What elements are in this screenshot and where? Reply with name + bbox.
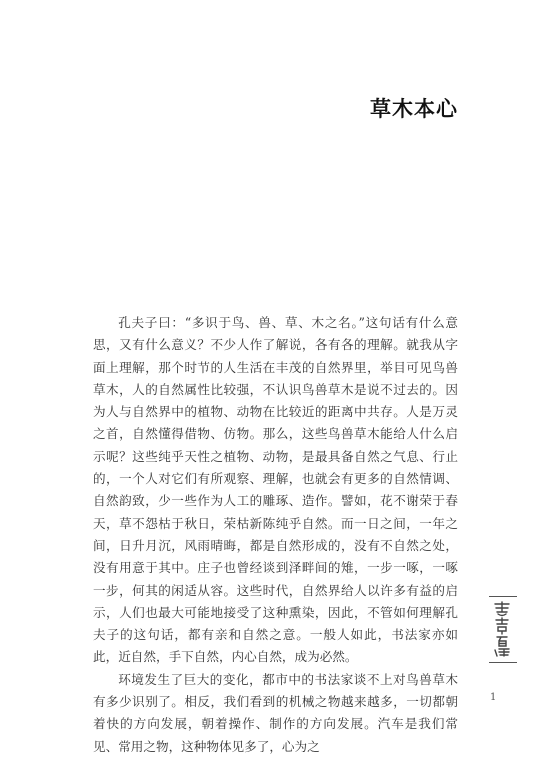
paragraph: 环境发生了巨大的变化，都市中的书法家谈不上对鸟兽草木有多少识别了。相反，我们看到的机械之物越来越多，一切都朝着快的方向发展，朝着操作、制作的方向发展。汽车是我们常见、常用之物，这种物体见多了，心为之 (93, 671, 458, 754)
page-title: 草木本心 (370, 97, 458, 121)
body-text (93, 312, 458, 758)
page-number: 1 (490, 692, 497, 703)
seal-bottom-rule (489, 662, 517, 663)
paragraph: 孔夫子曰：“多识于鸟、兽、草、木之名。”这句话有什么意思，又有什么意义？不少人作了解说，各有各的理解。就我从字面上理解，那个时节的人生活在丰茂的自然界里，举目可见鸟兽草木，人的自然属性比较强，不认识鸟兽草木是说不过去的。因为人与自然界中的植物、动物在比较近的距离中共存。人是万灵之首，自然懂得借物、仿物。那么，这些鸟兽草木能给人什么启示呢？这些纯乎天性之植物、动物，是最具备自然之气息、行止的，一个人对它们有所观察、理解，也就会有更多的自然情调、自然韵致，少一些作为人工的雕琢、造作。譬如，花不谢荣于春天，草不怨枯于秋日，荣枯新陈纯乎自然。而一日之间，一年之间，日升月沉，风雨晴晦，都是自然形成的，没有不自然之处，没有用意于其中。庄子也曾经谈到泽畔间的雉，一步一啄，一啄一步，何其的闲适从容。这些时代，自然界给人以许多有益的启示，人们也最大可能地接受了这种熏染，因此，不管如何理解孔夫子的这句话，都有亲和自然之意。一般人如此，书法家亦如此，近自然，手下自然，内心自然，成为必然。 (93, 315, 458, 665)
seal-calligraphy-mark (491, 600, 513, 658)
seal-top-rule (489, 596, 517, 597)
